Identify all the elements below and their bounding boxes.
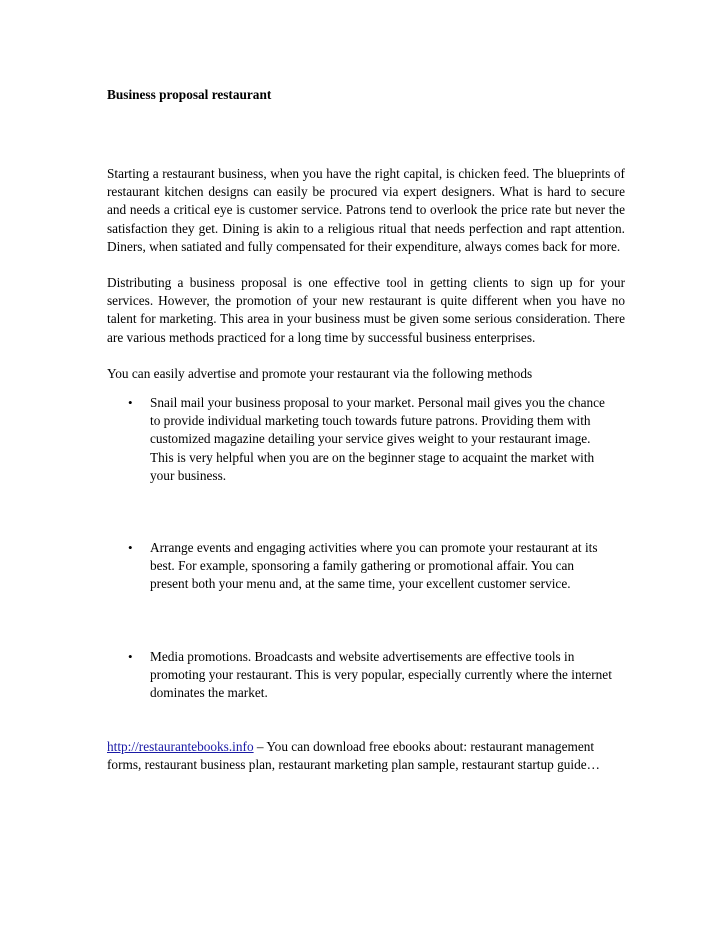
list-item: [107, 648, 615, 703]
bullet-icon: •: [128, 540, 133, 556]
footer-text: – You can download free ebooks about: restaurant management forms, restaurant business plan, restaurant marketing plan sample, restaurant startup guide…: [107, 739, 600, 773]
method-text: Media promotions. Broadcasts and website advertisements are effective tools in promoting your restaurant. This is very popular, especially currently where the internet dominates the market.: [150, 648, 612, 701]
methods-list: [107, 394, 625, 702]
list-item: [107, 394, 615, 485]
document-body: [107, 165, 625, 775]
method-text: Arrange events and engaging activities where you can promote your restaurant at its best. For example, sponsoring a family gathering or promotional affair. You can present both your menu and, at the same time, your excellent customer service.: [150, 540, 598, 592]
document-title: Business proposal restaurant: [107, 87, 272, 102]
ebooks-link[interactable]: http://restaurantebooks.info: [107, 739, 254, 755]
proposal-paragraph: Distributing a business proposal is one effective tool in getting clients to sign up for your services. However, the promotion of your new restaurant is quite different when you have no talent for marketing. This area in your business must be given some serious consideration. There are various methods practiced for a long time by successful business enterprises.: [107, 275, 625, 345]
bullet-icon: •: [128, 648, 133, 664]
intro-paragraph: Starting a restaurant business, when you have the right capital, is chicken feed. The blueprints of restaurant kitchen designs can easily be procured via expert designers. What is hard to secure and needs a critical eye is customer service. Patrons tend to overlook the price rate but never the satisfaction they get. Dining is akin to a religious ritual that needs perfection and rapt attention. Diners, when satiated and fully compensated for their expenditure, always comes back for more.: [107, 166, 625, 254]
bullet-icon: •: [128, 395, 133, 411]
methods-intro: You can easily advertise and promote your restaurant via the following methods: [107, 365, 533, 381]
footer-paragraph: [107, 738, 625, 774]
method-text: Snail mail your business proposal to your market. Personal mail gives you the chance to provide individual marketing touch towards future patrons. Providing them with customized magazine detailing your service gives weight to your restaurant image. This is very helpful when you are on the beginner stage to acquaint the market with your business.: [150, 395, 605, 483]
list-item: [107, 539, 615, 594]
